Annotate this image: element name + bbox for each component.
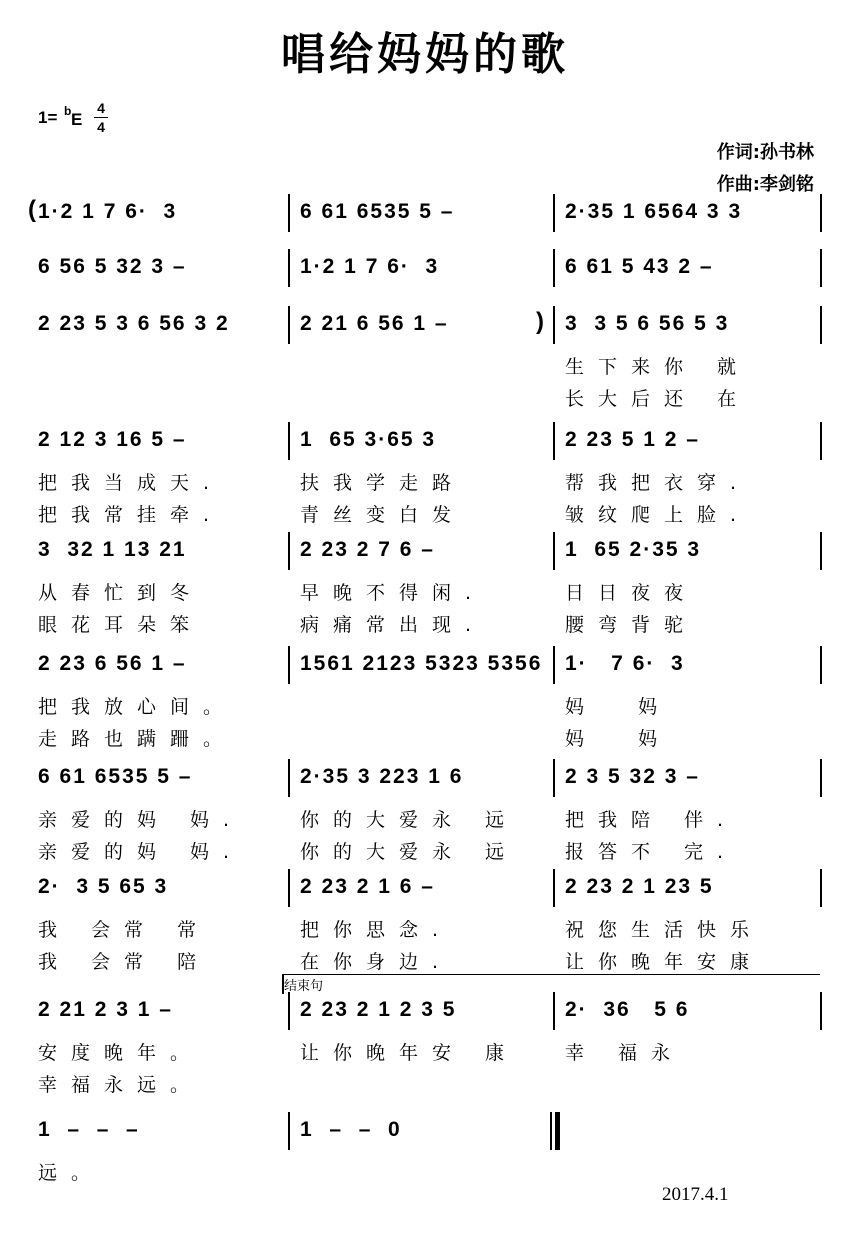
- measure: 1·2 1 7 6· 3: [38, 200, 178, 223]
- date: 2017.4.1: [662, 1184, 729, 1205]
- lyric-line: 妈 妈: [565, 728, 672, 750]
- lyric-line: 妈 妈: [565, 696, 672, 718]
- lyric-line: 皱纹爬上脸.: [565, 504, 751, 526]
- measure: 2 12 3 16 5 –: [38, 428, 187, 451]
- measure: 2·35 3 223 1 6: [300, 765, 464, 788]
- time-top: 4: [97, 100, 105, 116]
- measure: 2 23 5 1 2 –: [565, 428, 700, 451]
- lyric-line: 你的大爱永 远: [300, 809, 519, 831]
- bar-line: [820, 194, 822, 232]
- lyric-line: 幸福永远。: [38, 1074, 204, 1096]
- ending-bracket: [282, 974, 820, 975]
- bar-line: [553, 249, 555, 287]
- measure: 1 65 3·65 3: [300, 428, 437, 451]
- measure: 1 – – 0: [300, 1118, 402, 1141]
- bar-line: [288, 194, 290, 232]
- lyric-line: 把你思念.: [300, 919, 453, 941]
- bar-line: [820, 422, 822, 460]
- measure: 6 56 5 32 3 –: [38, 255, 187, 278]
- bar-line: [553, 194, 555, 232]
- measure: 1 – – –: [38, 1118, 140, 1141]
- composer: 作曲:李剑铭: [716, 174, 814, 195]
- bar-line: [553, 646, 555, 684]
- lyric-line: 日日夜夜: [565, 582, 698, 604]
- bar-line: [288, 306, 290, 344]
- bar-line: [820, 306, 822, 344]
- measure: 6 61 6535 5 –: [300, 200, 455, 223]
- measure: 2 21 6 56 1 –: [300, 312, 449, 335]
- lyric-line: 报答不 完.: [565, 841, 738, 863]
- bar-line: [553, 759, 555, 797]
- ending-label: 结束句: [284, 979, 324, 994]
- lyric-line: 你的大爱永 远: [300, 841, 519, 863]
- lyric-line: 把我放心间。: [38, 696, 237, 718]
- lyric-line: 让你晚年安 康: [300, 1042, 519, 1064]
- bar-line: [820, 249, 822, 287]
- measure: 3 3 5 6 56 5 3: [565, 312, 730, 335]
- bar-line: [553, 869, 555, 907]
- measure: 1 65 2·35 3: [565, 538, 702, 561]
- bar-line: [820, 646, 822, 684]
- measure: 2 23 2 1 6 –: [300, 875, 435, 898]
- bar-line: [288, 249, 290, 287]
- bar-line: [288, 646, 290, 684]
- bar-line: [288, 992, 290, 1030]
- measure: 6 61 6535 5 –: [38, 765, 193, 788]
- lyric-line: 把我当成天.: [38, 472, 224, 494]
- lyric-line: 亲爱的妈 妈.: [38, 809, 244, 831]
- bar-line: [553, 992, 555, 1030]
- measure: 2 23 2 1 2 3 5: [300, 998, 457, 1021]
- lyricist: 作词:孙书林: [716, 142, 814, 163]
- measure: 2·35 1 6564 3 3: [565, 200, 743, 223]
- close-paren: ): [536, 308, 544, 335]
- flat-sign: b: [64, 104, 72, 118]
- song-title: 唱给妈妈的歌: [281, 29, 569, 80]
- lyric-line: 把我常挂牵.: [38, 504, 224, 526]
- key-prefix: 1=: [38, 108, 58, 127]
- lyric-line: 腰弯背驼: [565, 614, 698, 636]
- final-barline: [556, 1112, 560, 1150]
- open-paren: (: [28, 196, 36, 223]
- lyric-line: 在你身边.: [300, 951, 453, 973]
- bar-line: [288, 869, 290, 907]
- bar-line: [288, 422, 290, 460]
- lyric-line: 眼花耳朵笨: [38, 614, 204, 636]
- measure: 6 61 5 43 2 –: [565, 255, 714, 278]
- bar-line: [820, 992, 822, 1030]
- lyric-line: 把我陪 伴.: [565, 809, 738, 831]
- bar-line: [288, 532, 290, 570]
- measure: 2 23 5 3 6 56 3 2: [38, 312, 230, 335]
- lyric-line: 生下来你 就: [565, 356, 751, 378]
- lyric-line: 祝您生活快乐: [565, 919, 764, 941]
- time-signature: [94, 100, 108, 135]
- bar-line: [820, 869, 822, 907]
- time-bottom: 4: [97, 119, 105, 135]
- lyric-line: 病痛常出现.: [300, 614, 486, 636]
- lyric-line: 亲爱的妈 妈.: [38, 841, 244, 863]
- lyric-line: 从春忙到冬: [38, 582, 204, 604]
- bar-line: [820, 759, 822, 797]
- measure: 2· 3 5 65 3: [38, 875, 169, 898]
- lyric-line: 走路也蹒跚。: [38, 728, 237, 750]
- lyric-line: 青丝变白发: [300, 504, 466, 526]
- lyric-line: 安度晚年。: [38, 1042, 204, 1064]
- lyric-line: 让你晚年安康: [565, 951, 764, 973]
- bar-line: [553, 532, 555, 570]
- measure: 3 32 1 13 21: [38, 538, 187, 561]
- lyric-line: 长大后还 在: [565, 388, 751, 410]
- bar-line: [820, 532, 822, 570]
- measure: 2 21 2 3 1 –: [38, 998, 173, 1021]
- key-note: E: [71, 110, 83, 129]
- bar-line: [553, 306, 555, 344]
- measure: 2· 36 5 6: [565, 998, 690, 1021]
- lyric-line: 帮我把衣穿.: [565, 472, 751, 494]
- measure: 2 23 2 7 6 –: [300, 538, 435, 561]
- final-barline: [550, 1112, 552, 1150]
- measure: 2 3 5 32 3 –: [565, 765, 700, 788]
- lyric-line: 幸 福永: [565, 1042, 685, 1064]
- measure: 1·2 1 7 6· 3: [300, 255, 440, 278]
- lyric-line: 扶我学走路: [300, 472, 466, 494]
- lyric-line: 远。: [38, 1162, 105, 1184]
- bar-line: [553, 422, 555, 460]
- measure: 1561 2123 5323 5356: [300, 652, 543, 675]
- measure: 2 23 2 1 23 5: [565, 875, 714, 898]
- lyric-line: 我 会常 常: [38, 919, 211, 941]
- bar-line: [288, 759, 290, 797]
- measure: 1· 7 6· 3: [565, 652, 685, 675]
- lyric-line: 早晚不得闲.: [300, 582, 486, 604]
- lyric-line: 我 会常 陪: [38, 951, 211, 973]
- measure: 2 23 6 56 1 –: [38, 652, 187, 675]
- bar-line: [288, 1112, 290, 1150]
- key-signature: [38, 100, 105, 135]
